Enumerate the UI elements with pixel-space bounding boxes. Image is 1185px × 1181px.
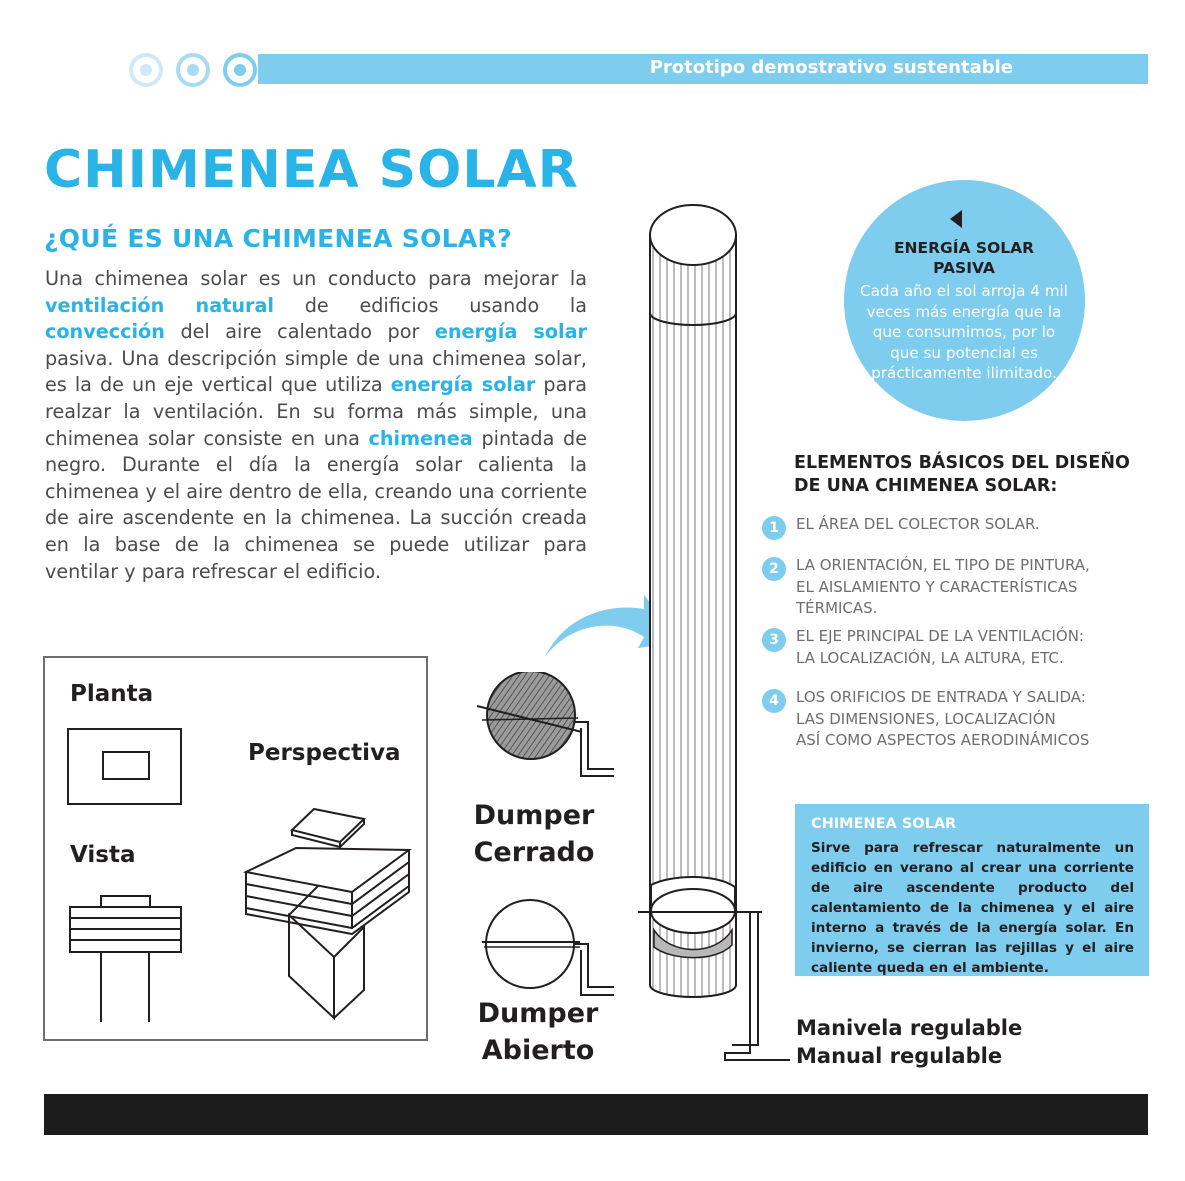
element-item-line: EL ÁREA DEL COLECTOR SOLAR.: [796, 515, 1040, 533]
perspectiva-drawing: [246, 809, 409, 1018]
views-diagram-drawing: [44, 657, 427, 1040]
solar-bubble-heading: ENERGÍA SOLAR PASIVA: [893, 239, 1035, 277]
dumper-open-label: Dumper Abierto: [477, 998, 599, 1066]
vista-label: Vista: [70, 842, 136, 868]
dumper-open-icon: [472, 898, 622, 998]
header-subtitle: Prototipo demostrativo sustentable: [649, 57, 1013, 78]
element-item-text: [796, 555, 1090, 620]
dumper-closed-icon: [472, 672, 622, 782]
element-item-line: LA LOCALIZACIÓN, LA ALTURA, ETC.: [796, 648, 1064, 667]
highlight-term: energía solar: [390, 373, 536, 397]
element-item-line: EL AISLAMIENTO Y CARACTERÍSTICAS: [796, 577, 1078, 596]
element-number-badge: 4: [762, 689, 786, 713]
element-item-text: [796, 626, 1084, 669]
highlight-term: convección: [45, 320, 165, 344]
element-item-text: [796, 687, 1089, 752]
element-item-text: [796, 514, 1040, 536]
description-text: para realzar la ventilación. En su forma más simple, una chimenea solar consiste en una: [45, 373, 588, 450]
element-number-badge: 1: [762, 516, 786, 540]
description-text: pasiva. Una descripción simple de una chimenea solar, es la de un eje vertical que utiliza: [45, 346, 587, 397]
description-text: Una chimenea solar es un conducto para mejorar la: [45, 267, 587, 290]
decorative-circle-icon-3: [222, 52, 258, 88]
description-text: del aire calentado por: [164, 320, 435, 344]
element-item-line: EL EJE PRINCIPAL DE LA VENTILACIÓN:: [796, 627, 1084, 645]
highlight-term: energía solar: [434, 320, 587, 344]
element-item-line: LA ORIENTACIÓN, EL TIPO DE PINTURA,: [796, 556, 1090, 574]
decorative-circle-icon-1: [128, 52, 164, 88]
section-question: ¿QUÉ ES UNA CHIMENEA SOLAR?: [44, 224, 512, 253]
planta-outer-rect: [68, 729, 181, 804]
page-title: CHIMENEA SOLAR: [44, 140, 579, 200]
elements-title: ELEMENTOS BÁSICOS DEL DISEÑO DE UNA CHIMENEA SOLAR:: [794, 453, 1130, 496]
element-item-line: ASÍ COMO ASPECTOS AERODINÁMICOS: [796, 731, 1090, 749]
description-text: pintada de negro. Durante el día la energía solar calienta la chimenea y el aire dentro de ella, creando una corriente de aire ascendente en la chimenea. La succión creada en la base de la chimenea se puede utilizar para ventilar y para refrescar el edificio.: [45, 426, 587, 583]
decorative-circle-icon-2: [175, 52, 211, 88]
info-box-heading: CHIMENEA SOLAR: [811, 816, 957, 832]
element-item-line: LOS ORIFICIOS DE ENTRADA Y SALIDA:: [796, 688, 1086, 706]
highlight-term: chimenea: [368, 426, 473, 450]
dumper-closed-label: Dumper Cerrado: [473, 800, 595, 868]
info-box-text: Sirve para refrescar naturalmente un edificio en verano al crear una corriente de aire ascendente producto del calentamiento de la chimenea y el aire interno a través de la energía solar. En invierno, se cierran las rejillas y el aire caliente queda en el ambiente.: [811, 840, 1134, 976]
footer-bar: [44, 1094, 1148, 1135]
crank-label: Manivela regulable Manual regulable: [796, 1016, 1023, 1068]
element-number-badge: 2: [762, 557, 786, 581]
planta-label: Planta: [70, 681, 154, 707]
solar-bubble-text: Cada año el sol arroja 4 mil veces más energía que la que consumimos, por lo que su potencial es prácticamente ilimitado.: [860, 282, 1068, 382]
description-text: de edificios usando la: [274, 293, 588, 317]
element-number-badge: 3: [762, 628, 786, 652]
perspectiva-label: Perspectiva: [248, 740, 401, 766]
element-item-line: LAS DIMENSIONES, LOCALIZACIÓN: [796, 709, 1056, 728]
triangle-left-icon: [948, 208, 964, 230]
planta-inner-rect: [103, 752, 149, 779]
highlight-term: ventilación natural: [45, 293, 274, 317]
element-item-line: TÉRMICAS.: [796, 599, 878, 617]
